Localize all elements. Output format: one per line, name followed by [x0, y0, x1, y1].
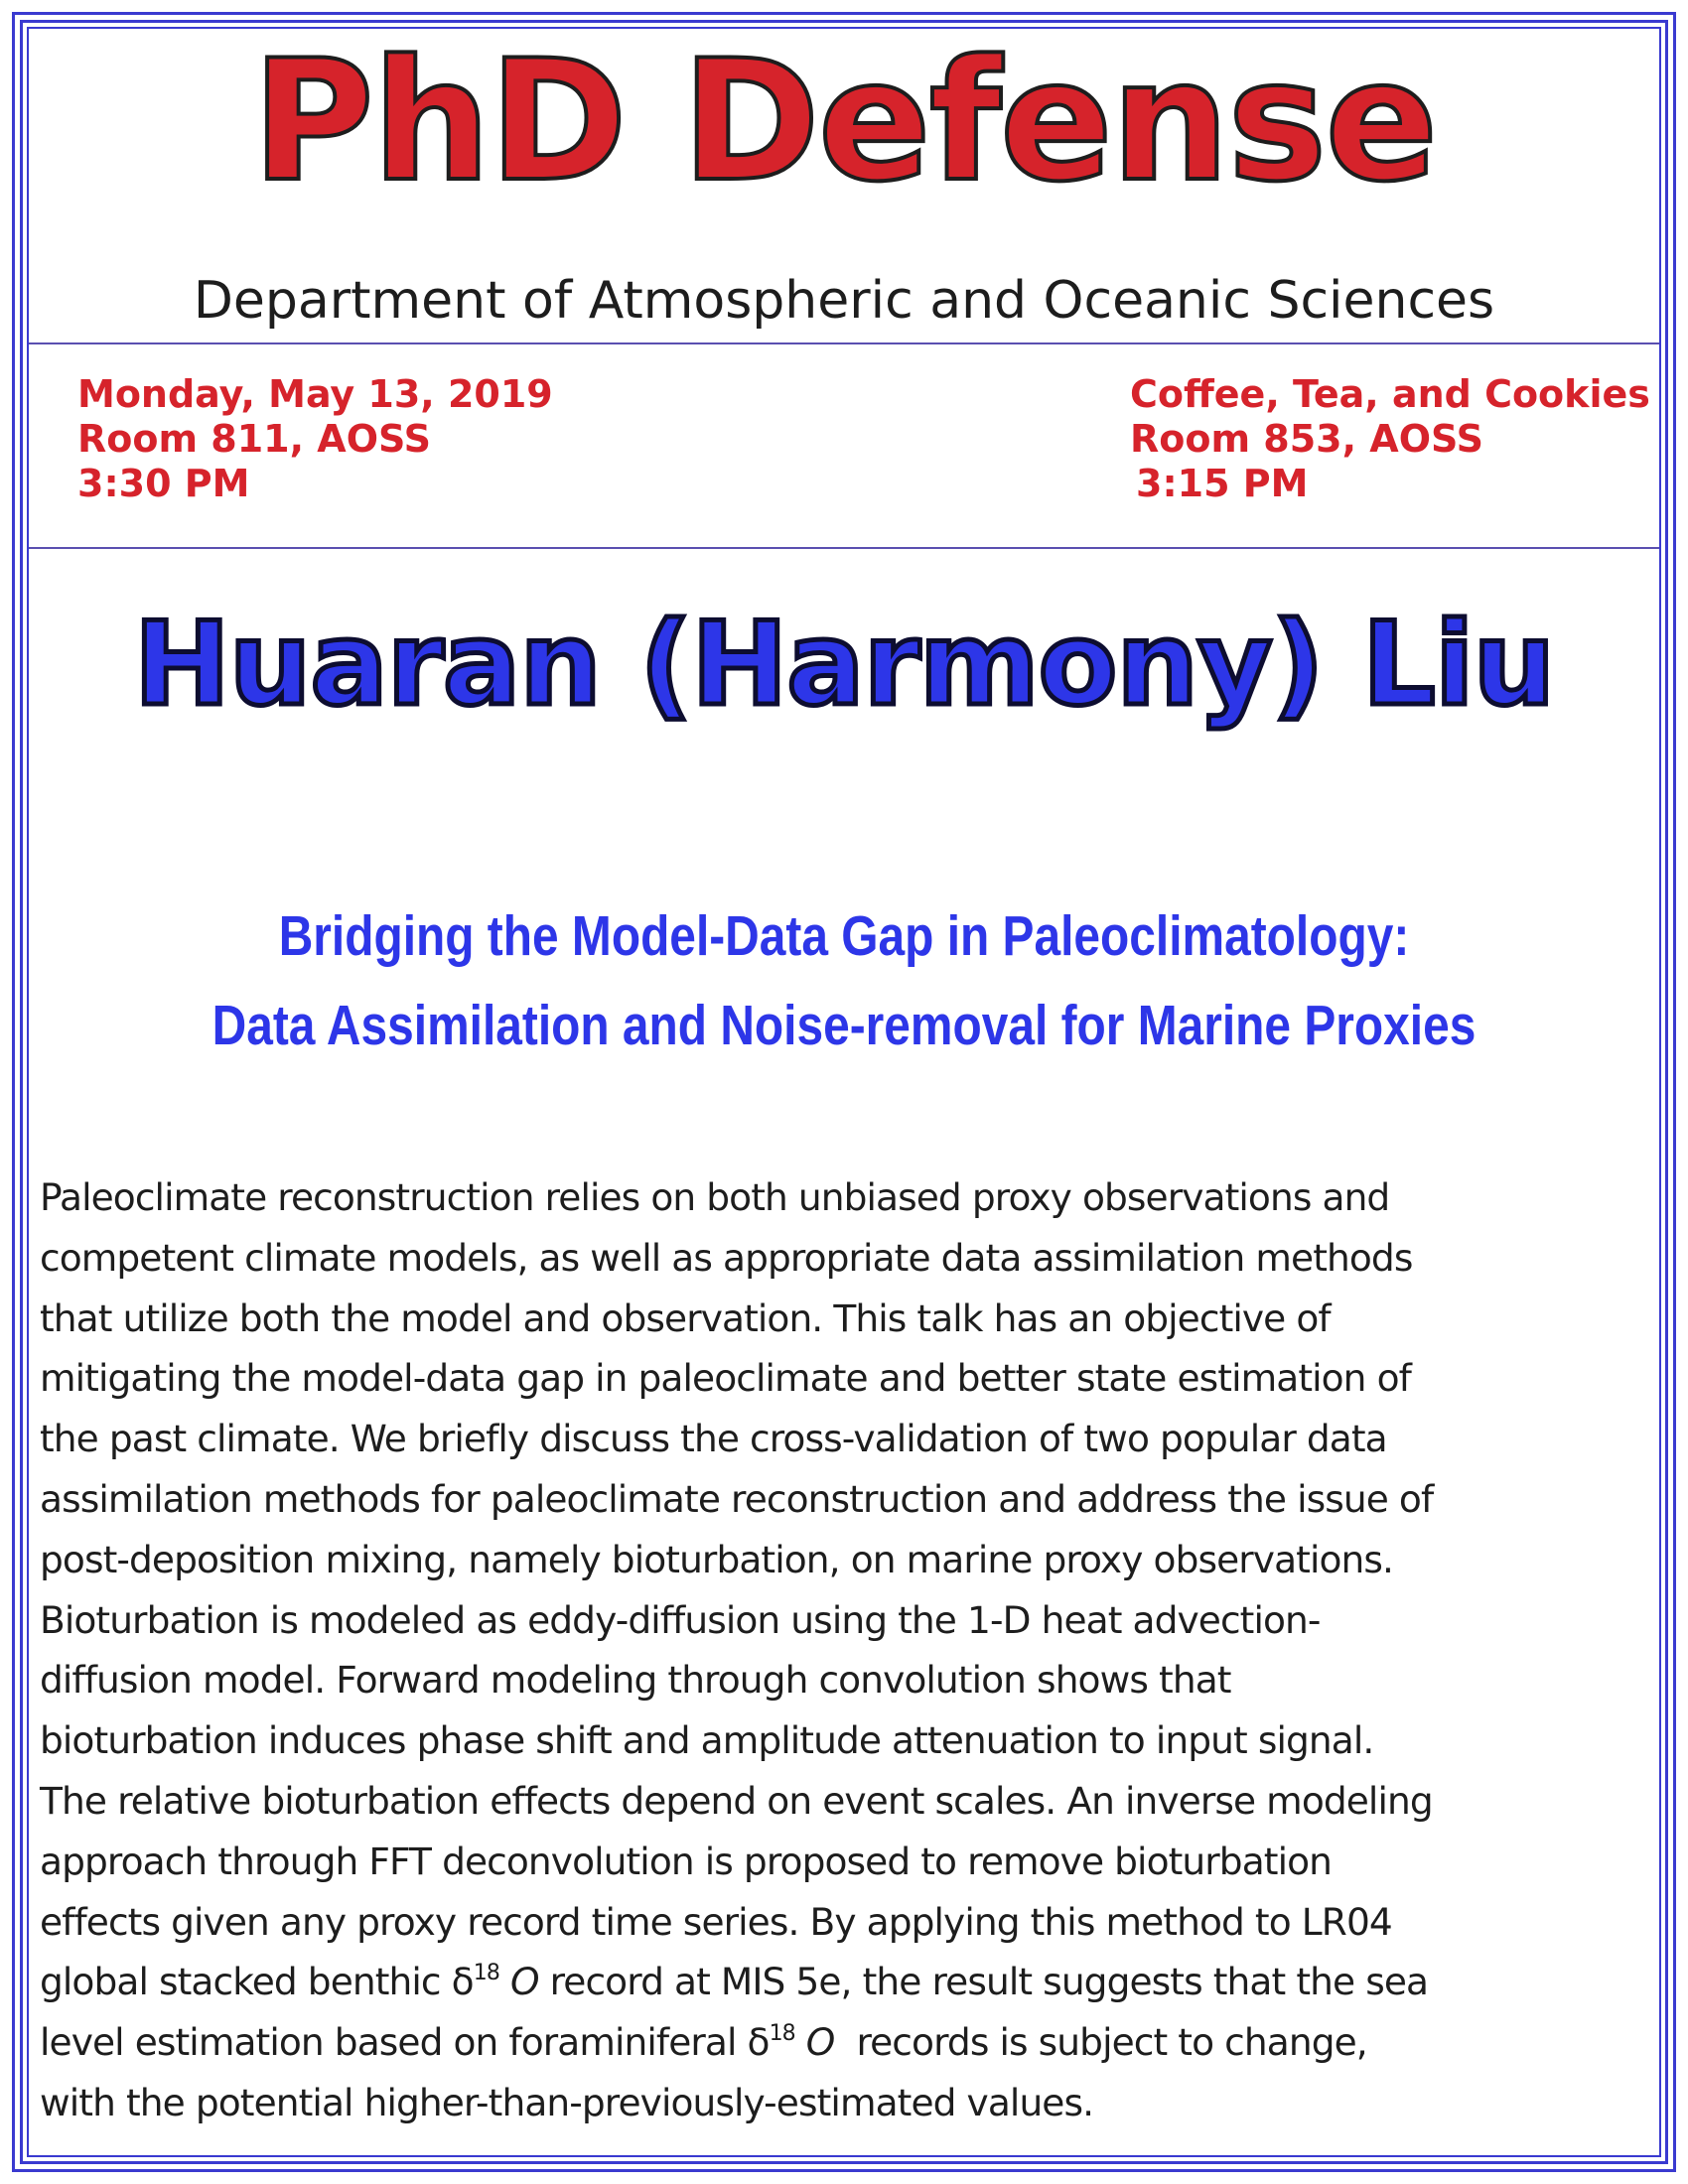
isotope-superscript: 18	[473, 1961, 499, 1986]
poster-title: PhD Defense	[251, 24, 1437, 218]
talk-title	[135, 891, 1553, 1070]
divider-top	[29, 342, 1659, 344]
talk-title-line-2: Data Assimilation and Noise-removal for Marine Proxies	[211, 994, 1477, 1057]
defense-room: Room 811, AOSS	[77, 417, 432, 461]
reception-label: Coffee, Tea, and Cookies	[1130, 372, 1650, 416]
defense-time: 3:30 PM	[77, 462, 250, 505]
abstract-line: effects given any proxy record time series. By applying this method to LR04	[40, 1899, 1392, 1944]
speaker-name: Huaran (Harmony) Liu	[133, 598, 1555, 732]
isotope-symbol: O	[794, 2020, 835, 2065]
abstract-line: Paleoclimate reconstruction relies on both unbiased proxy observations and	[40, 1175, 1390, 1219]
abstract-line: the past climate. We briefly discuss the cross-validation of two popular data	[40, 1417, 1387, 1461]
abstract-line-delta-2	[40, 2012, 1653, 2073]
defense-details	[77, 372, 553, 506]
abstract-line: mitigating the model-data gap in paleoclimate and better state estimation of	[40, 1356, 1411, 1401]
abstract	[40, 1167, 1653, 2133]
reception-details	[1130, 372, 1650, 506]
isotope-symbol: O	[498, 1960, 539, 2004]
abstract-text: level estimation based on foraminiferal δ	[40, 2020, 770, 2065]
abstract-text: records is subject to change,	[834, 2020, 1367, 2065]
abstract-line: post-deposition mixing, namely bioturbation, on marine proxy observations.	[40, 1537, 1394, 1581]
department-name: Department of Atmospheric and Oceanic Sciences	[193, 271, 1495, 331]
isotope-superscript: 18	[769, 2021, 795, 2047]
abstract-line: Bioturbation is modeled as eddy-diffusion using the 1-D heat advection-	[40, 1597, 1321, 1642]
talk-title-line-1: Bridging the Model-Data Gap in Paleoclimatology:	[278, 904, 1410, 968]
abstract-text: record at MIS 5e, the result suggests that the sea	[538, 1960, 1429, 2004]
abstract-line: approach through FFT deconvolution is proposed to remove bioturbation	[40, 1839, 1333, 1883]
abstract-line: diffusion model. Forward modeling through convolution shows that	[40, 1658, 1231, 1703]
abstract-line: The relative bioturbation effects depend on event scales. An inverse modeling	[40, 1778, 1433, 1823]
abstract-line: assimilation methods for paleoclimate reconstruction and address the issue of	[40, 1476, 1434, 1521]
abstract-text: global stacked benthic δ	[40, 1960, 474, 2004]
defense-date: Monday, May 13, 2019	[77, 372, 553, 416]
abstract-line-delta-1	[40, 1952, 1653, 2012]
abstract-line: that utilize both the model and observation. This talk has an objective of	[40, 1296, 1331, 1340]
reception-time: 3:15 PM	[1136, 462, 1309, 505]
reception-room: Room 853, AOSS	[1130, 417, 1484, 461]
abstract-line: bioturbation induces phase shift and amplitude attenuation to input signal.	[40, 1718, 1374, 1763]
divider-bottom	[29, 547, 1659, 549]
abstract-line: with the potential higher-than-previously-estimated values.	[40, 2080, 1094, 2124]
abstract-line: competent climate models, as well as appropriate data assimilation methods	[40, 1235, 1413, 1280]
